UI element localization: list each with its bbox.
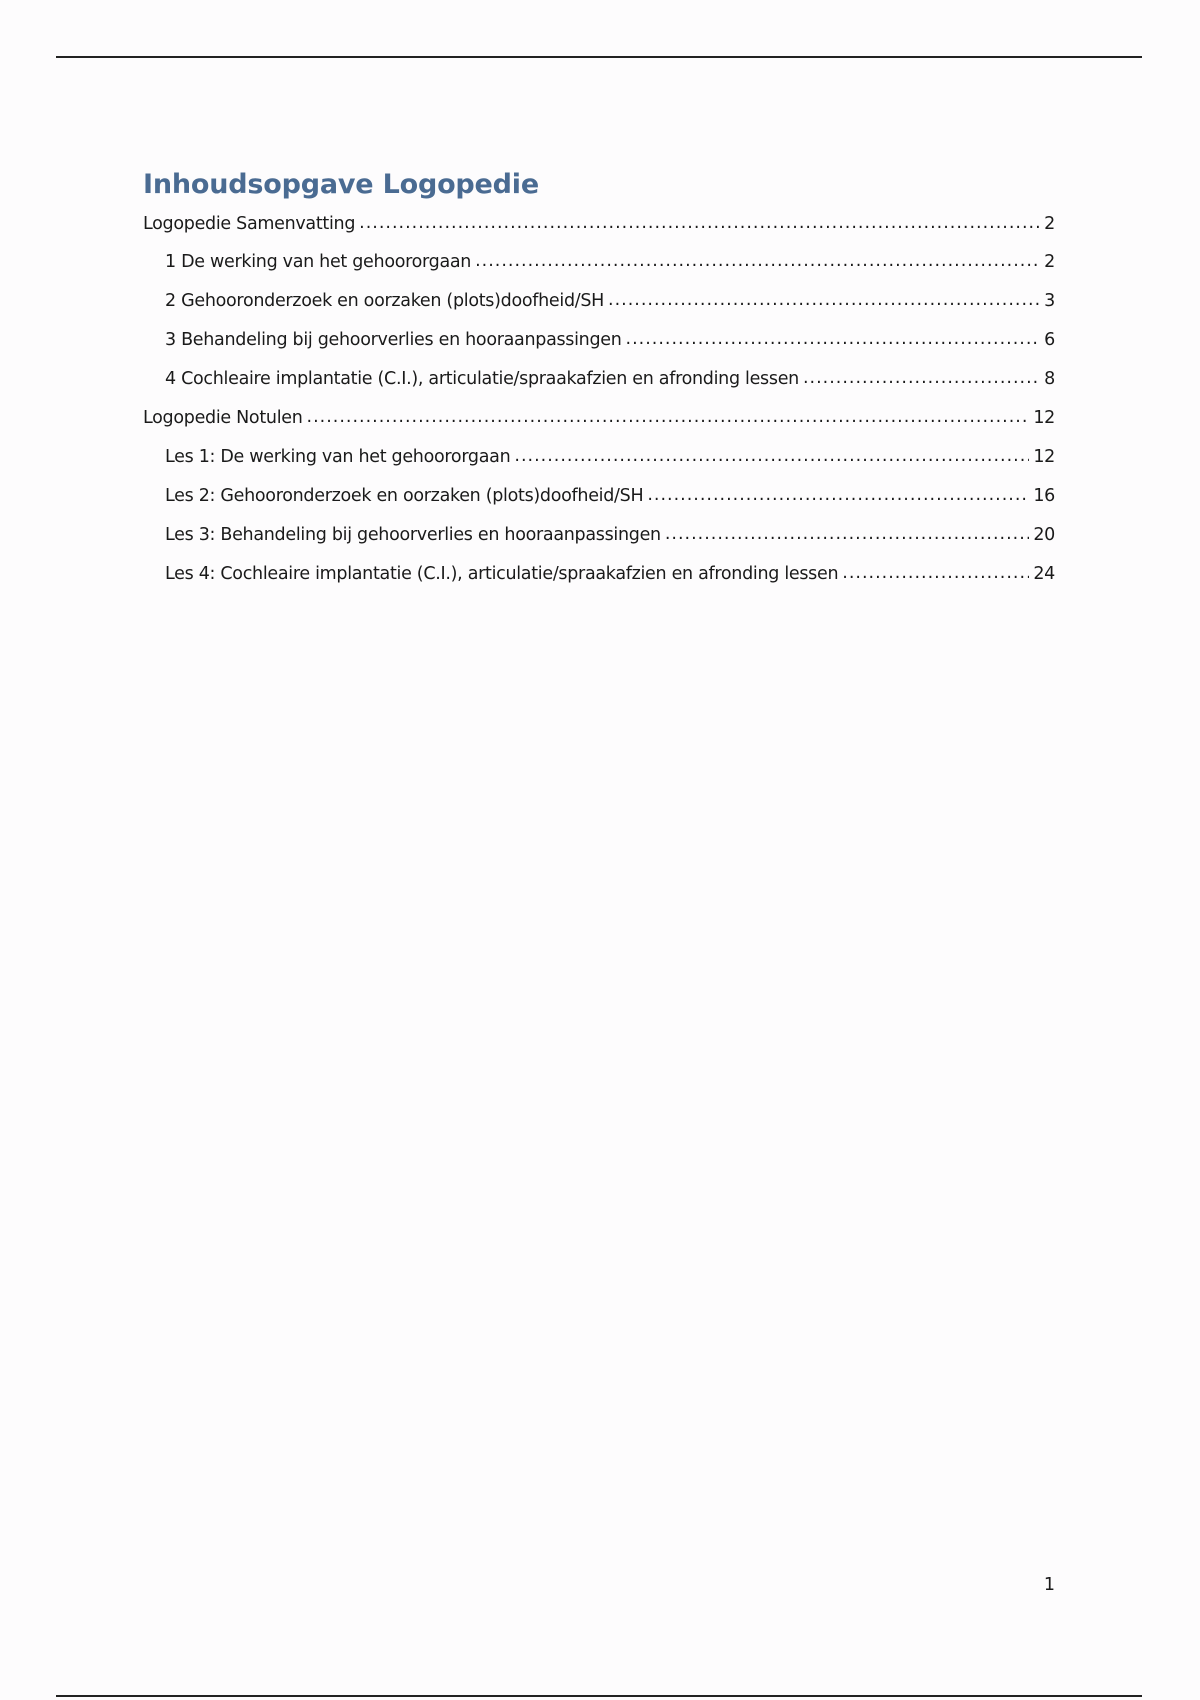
toc-entry-text: Logopedie Notulen <box>143 408 303 428</box>
toc-entry-text: 3 Behandeling bij gehoorverlies en hooraanpassingen <box>165 330 622 350</box>
toc-leader <box>665 522 1030 546</box>
toc-entry-text: Les 3: Behandeling bij gehoorverlies en hooraanpassingen <box>165 525 661 545</box>
toc-entry-page: 2 <box>1044 214 1055 234</box>
toc-leader <box>359 211 1040 235</box>
toc-leader <box>842 561 1029 585</box>
toc-leader <box>803 366 1040 390</box>
toc-leader <box>475 249 1040 273</box>
toc-entry[interactable] <box>143 250 1055 274</box>
toc-entry[interactable] <box>143 212 1055 236</box>
toc-entry-text: Les 4: Cochleaire implantatie (C.I.), articulatie/spraakafzien en afronding lessen <box>165 564 839 584</box>
toc-entry-page: 20 <box>1033 525 1055 545</box>
toc-entry-page: 8 <box>1044 369 1055 389</box>
toc-entry-page: 12 <box>1033 408 1055 428</box>
toc-entry-text: Les 1: De werking van het gehoororgaan <box>165 447 511 467</box>
table-of-contents <box>143 168 1055 601</box>
toc-entry-page: 24 <box>1033 564 1055 584</box>
toc-leader <box>647 483 1029 507</box>
toc-entry-page: 2 <box>1044 252 1055 272</box>
toc-entry-page: 12 <box>1033 447 1055 467</box>
header-rule <box>56 56 1142 58</box>
toc-title: Inhoudsopgave Logopedie <box>143 169 539 200</box>
page-number: 1 <box>1043 1575 1055 1595</box>
toc-leader <box>307 405 1030 429</box>
toc-entry[interactable] <box>143 562 1055 586</box>
toc-leader <box>626 327 1041 351</box>
toc-entry[interactable] <box>143 523 1055 547</box>
toc-entry-page: 6 <box>1044 330 1055 350</box>
toc-entry[interactable] <box>143 484 1055 508</box>
toc-entry-text: Logopedie Samenvatting <box>143 214 356 234</box>
toc-entry[interactable] <box>143 445 1055 469</box>
toc-entry-page: 3 <box>1044 291 1055 311</box>
toc-entry-text: Les 2: Gehooronderzoek en oorzaken (plots)doofheid/SH <box>165 486 644 506</box>
toc-entry-text: 2 Gehooronderzoek en oorzaken (plots)doofheid/SH <box>165 291 605 311</box>
toc-entry[interactable] <box>143 367 1055 391</box>
toc-entry[interactable] <box>143 289 1055 313</box>
toc-entry-text: 4 Cochleaire implantatie (C.I.), articulatie/spraakafzien en afronding lessen <box>165 369 799 389</box>
toc-list <box>143 212 1055 586</box>
toc-leader <box>514 444 1029 468</box>
toc-entry[interactable] <box>143 328 1055 352</box>
toc-entry-text: 1 De werking van het gehoororgaan <box>165 252 472 272</box>
toc-entry-page: 16 <box>1033 486 1055 506</box>
toc-entry[interactable] <box>143 406 1055 430</box>
toc-leader <box>608 288 1040 312</box>
footer-rule <box>56 1695 1142 1697</box>
